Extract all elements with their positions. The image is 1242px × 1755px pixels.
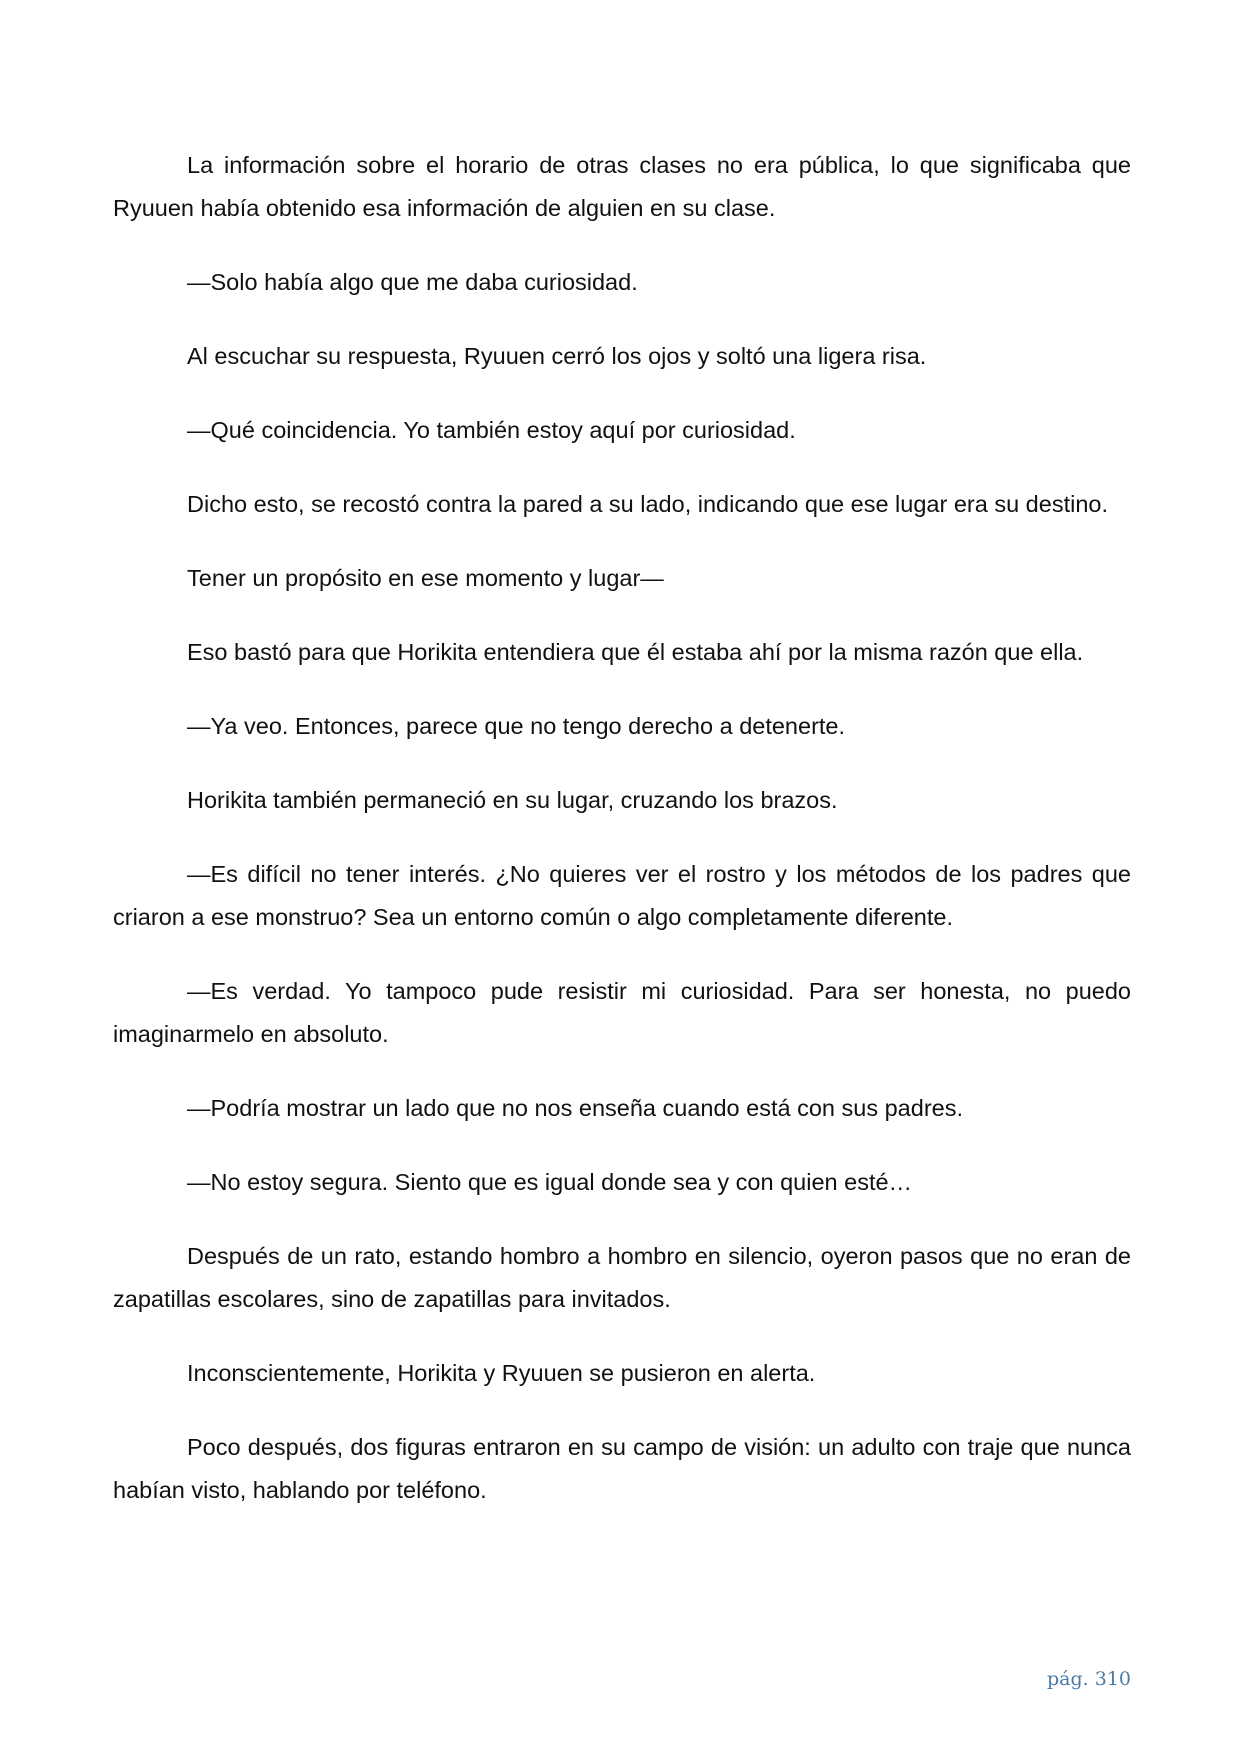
paragraph: Al escuchar su respuesta, Ryuuen cerró los ojos y soltó una ligera risa. [187,343,927,369]
paragraph: —No estoy segura. Siento que es igual donde sea y con quien esté… [187,1169,913,1195]
paragraph: Horikita también permaneció en su lugar, cruzando los brazos. [187,787,838,813]
paragraph: Eso bastó para que Horikita entendiera que él estaba ahí por la misma razón que ella. [187,639,1084,665]
paragraph: —Qué coincidencia. Yo también estoy aquí por curiosidad. [187,417,796,443]
body-text [113,144,1131,1543]
paragraph: —Es difícil no tener interés. ¿No quieres ver el rostro y los métodos de los padres que criaron a ese monstruo? Sea un entorno común o algo completamente diferente. [113,861,1131,930]
paragraph: Inconscientemente, Horikita y Ryuuen se pusieron en alerta. [187,1360,816,1386]
paragraph: Poco después, dos figuras entraron en su campo de visión: un adulto con traje que nunca habían visto, hablando por teléfono. [113,1434,1131,1503]
paragraph: Después de un rato, estando hombro a hombro en silencio, oyeron pasos que no eran de zapatillas escolares, sino de zapatillas para invitados. [113,1243,1131,1312]
paragraph: —Es verdad. Yo tampoco pude resistir mi curiosidad. Para ser honesta, no puedo imaginarmelo en absoluto. [113,978,1131,1047]
paragraph: —Ya veo. Entonces, parece que no tengo derecho a detenerte. [187,713,846,739]
paragraph: La información sobre el horario de otras clases no era pública, lo que significaba que Ryuuen había obtenido esa información de alguien en su clase. [113,152,1131,221]
page-number: pág. 310 [1047,1668,1131,1690]
paragraph: —Solo había algo que me daba curiosidad. [187,269,638,295]
paragraph: Dicho esto, se recostó contra la pared a su lado, indicando que ese lugar era su destino. [187,491,1108,517]
paragraph: Tener un propósito en ese momento y lugar— [187,565,664,591]
paragraph: —Podría mostrar un lado que no nos enseña cuando está con sus padres. [187,1095,963,1121]
